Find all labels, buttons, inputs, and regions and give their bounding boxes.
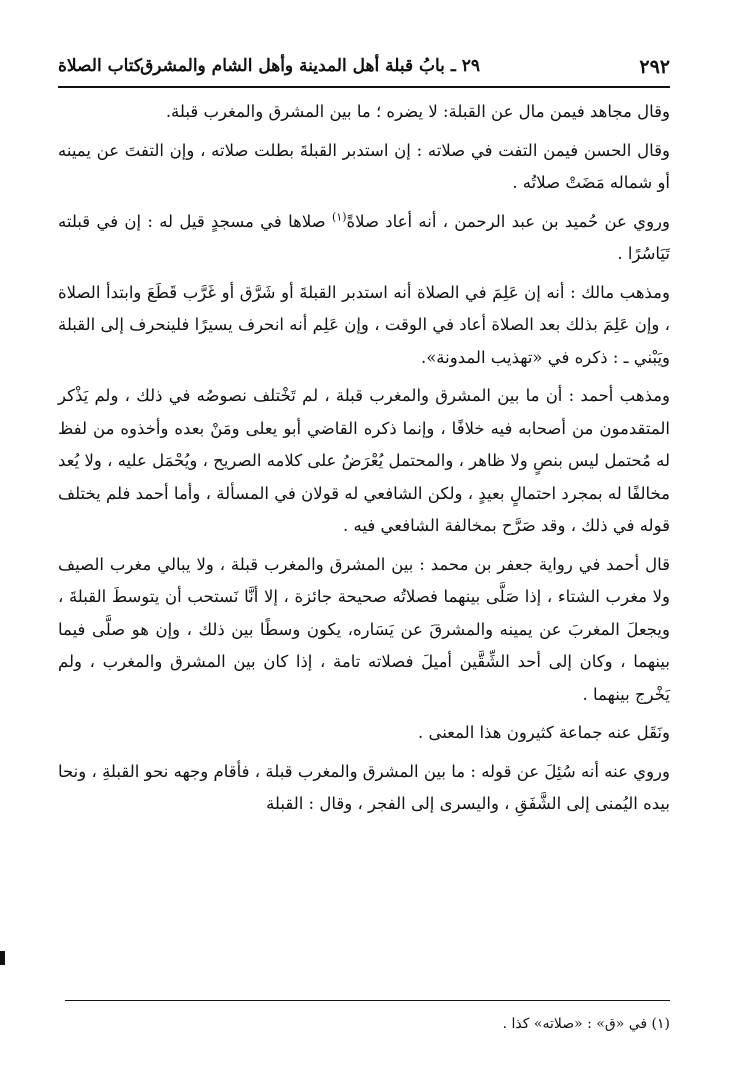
chapter-title: ٢٩ ـ بابُ قبلة أهل المدينة وأهل الشام والمشرق (140, 56, 480, 76)
scan-edge-mark (0, 951, 5, 965)
paragraph-text: وروي عن حُميد بن عبد الرحمن ، أنه أعاد صلاةً (346, 211, 670, 231)
paragraph-text: وقال الحسن فيمن التفت في صلاته : إن استدبر القبلةَ بطلت صلاته ، وإن التفتَ عن يمينه أو شماله مَضَتْ صلاتُه . (58, 140, 670, 192)
paragraph-text: ومذهب أحمد : أن ما بين المشرق والمغرب قبلة ، لم تَخْتلف نصوصُه في ذلك ، ولم يَذْكر المتقدمون من أصحابه فيه خلافًا ، وإنما ذكره القاضي أبو يعلى ومَنْ بعده وأخذوه من لفظ له مُحتمل ليس بنصٍ ولا ظاهر ، والمحتمل يُعْرَضُ على كلامه الصريح ، ويُحْمَل عليه ، ولا يُعد مخالفًا له بمجرد احتمالٍ بعيدٍ ، ولكن الشافعي له قولان في المسألة ، وأما أحمد فلم يختلف قوله في ذلك ، وقد صَرَّح بمخالفة الشافعي فيه . (58, 386, 670, 535)
page-number: ٢٩٢ (639, 56, 670, 78)
paragraph-text: ومذهب مالك : أنه إن عَلِمَ في الصلاة أنه استدبر القبلةَ أو شَرَّق أو غَرَّب قَطَعَ وابتدأ الصلاة ، وإن عَلِمَ بذلك بعد الصلاة أعاد في الوقت ، وإن عَلِم أنه انحرف يسيرًا فلينحرف إلى القبلة ويَبْني ـ : ذكره في «تهذيب المدونة». (58, 282, 670, 367)
running-header (58, 52, 670, 84)
paragraph-jafar-narration (58, 549, 670, 712)
paragraph-text: وروي عنه أنه سُئِلَ عن قوله : ما بين المشرق والمغرب قبلة ، فأقام وجهه نحو القبلةِ ، ونحا بيده اليُمنى إلى الشَّفَقِ ، واليسرى إلى الفجر ، وقال : القبلة (58, 761, 670, 813)
footnote-text: (١) في «ق» : «صلاته» كذا . (502, 1016, 670, 1032)
paragraph-text: قال أحمد في رواية جعفر بن محمد : بين المشرق والمغرب قبلة ، ولا يبالي مغرب الصيف ولا مغرب الشتاء ، إذا صَلَّى بينهما فصلاتُه صحيحة جائزة ، إلا أنَّا نَستحب أن يتوسطَ القبلةَ ، ويجعلَ المغربَ عن يمينه والمشرقَ عن يَسَاره، يكون وسطًا بين ذلك ، وإن هو صلَّى فيما بينهما ، وكان إلى أحد الشِّقَّين أميلَ فصلاته تامة ، إذا كان بين المشرق والمغرب ، ولم يَخْرج بينهما . (58, 554, 670, 704)
paragraph-ahmad (58, 380, 670, 543)
paragraph-humaid (58, 206, 670, 271)
paragraph-malik (58, 277, 670, 375)
header-divider (58, 86, 670, 88)
footnote-divider (65, 1000, 670, 1001)
main-text (58, 96, 670, 821)
paragraph-question (58, 756, 670, 821)
book-title: كتاب الصلاة (58, 56, 143, 76)
paragraph-text: صلاها في مسجدٍ قيل له : إن في قبلته تَيَاسُرًا . (58, 211, 670, 263)
paragraph-hasan (58, 135, 670, 200)
paragraph-mujahid (58, 96, 670, 129)
paragraph-text: وقال مجاهد فيمن مال عن القبلة: لا يضره ؛ ما بين المشرق والمغرب قبلة. (165, 102, 670, 121)
paragraph-text: ونَقَل عنه جماعة كثيرون هذا المعنى . (417, 723, 670, 742)
footnote-reference: (١) (331, 210, 347, 223)
paragraph-group-narration (58, 717, 670, 750)
footnote (58, 1013, 670, 1035)
